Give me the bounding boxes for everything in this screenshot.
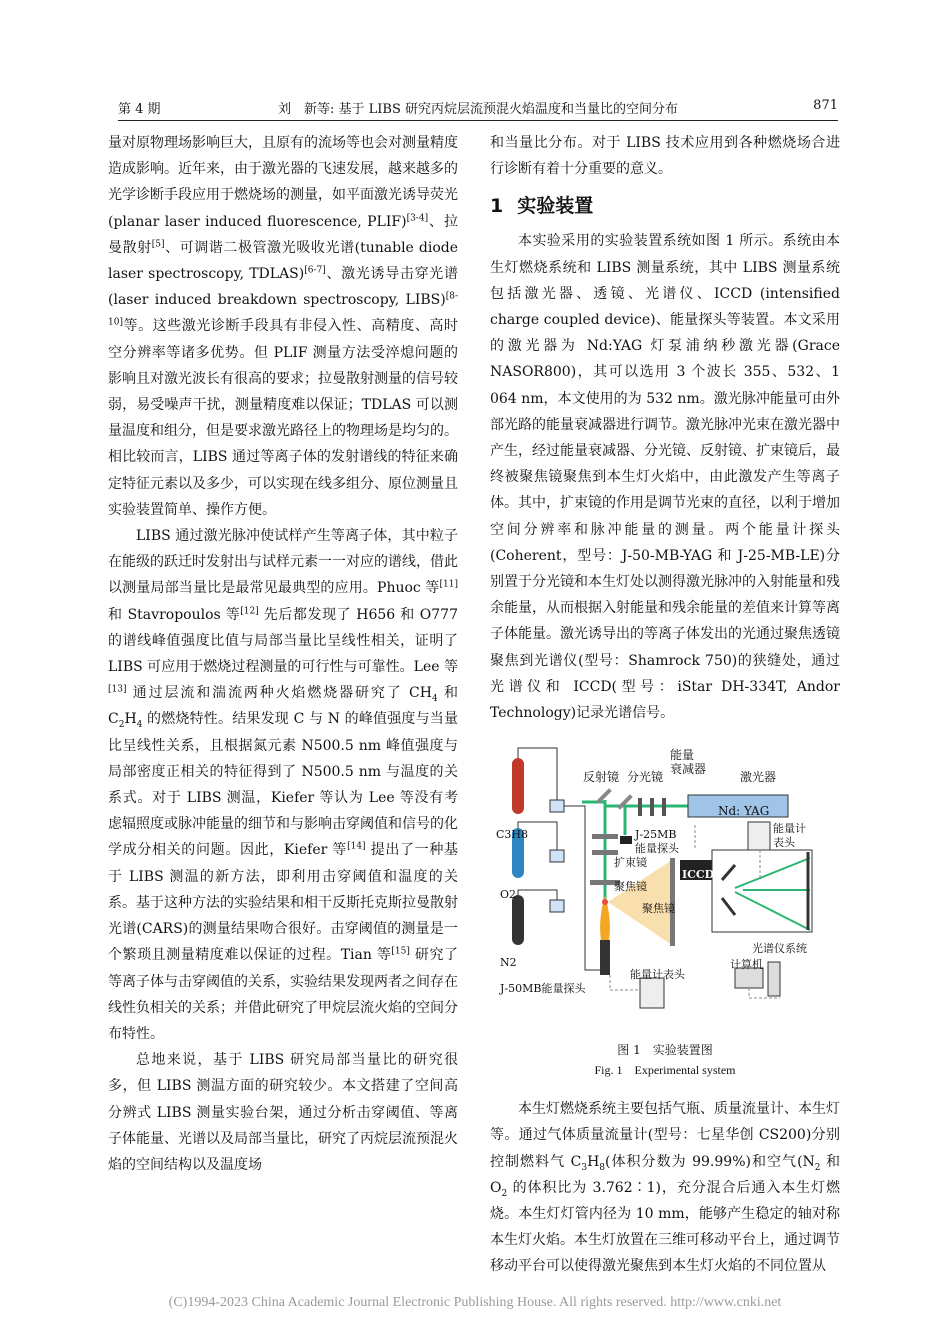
citation: [15]: [391, 946, 410, 957]
attenuator-element: [638, 798, 642, 816]
beam-segment: [735, 892, 810, 930]
citation: [3-4]: [406, 212, 429, 223]
grating: [722, 898, 735, 915]
grating: [722, 865, 735, 880]
section-number: 1: [490, 195, 504, 218]
section-title: 实验装置: [517, 195, 594, 218]
label-meter-bottom: 能量计表头: [630, 968, 685, 982]
label-focus2: 聚焦镜: [642, 902, 675, 916]
label-attenuator: 能量 衰减器: [670, 748, 707, 777]
bunsen-burner: [600, 940, 610, 975]
figure-caption-en: Fig. 1 Experimental system: [594, 1063, 736, 1078]
citation: [5]: [151, 239, 165, 250]
label-probe: 能量探头: [635, 842, 679, 856]
running-header: [118, 96, 838, 121]
citation: [8-10]: [108, 291, 458, 328]
flowmeter: [550, 800, 564, 812]
label-o2: O2: [500, 888, 517, 902]
paragraph-setup: 本实验采用的实验装置系统如图 1 所示。系统由本生灯燃烧系统和 LIBS 测量系统，其中 LIBS 测量系统包括激光器、透镜、光谱仪、ICCD (intensified charge coupled device)、能量探头等装置。本文采用的激光器为 Nd:YAG 灯泵浦纳秒激光器(Grace NASOR800)，其可以选用 3 个波长 355、532、1 064 nm，本文使用的为 532 nm。激光脉冲能量可由外部光路的能量衰减器进行调节。激光脉冲光束在激光器中产生，经过能量衰减器、分光镜、反射镜、扩束镜后，最终被聚焦镜聚焦到本生灯火焰中，由此激发产生等离子体。其中，扩束镜的作用是调节光束的直径，以利于增加空间分辨率和脉冲能量的测量。两个能量计探头(Coherent，型号：J-50-MB-YAG 和 J-25-MB-LE)分别置于分光镜和本生灯处以测得激光脉冲的入射能量和残余能量，从而根据入射能量和残余能量的差值来计算等离子体能量。激光诱导出的等离子体发出的光通过聚焦透镜聚焦到光谱仪(型号：Shamrock 750)的狭缝处，通过光谱仪和 ICCD(型号：iStar DH-334T, Andor Technology)记录光谱信号。: [490, 233, 840, 722]
citation: [12]: [240, 606, 259, 616]
computer-tower: [768, 962, 780, 996]
label-laser-box: Nd: YAG: [718, 804, 770, 819]
label-reflector: 反射镜: [583, 770, 620, 785]
right-column: [490, 130, 840, 1280]
copyright-footer: (C)1994-2023 China Academic Journal Electronic Publishing House. All rights reserved. http://www.cnki.net: [168, 1295, 782, 1310]
figure-experimental-system: [490, 740, 840, 1040]
j25-probe: [620, 836, 632, 844]
energy-meter-head: [748, 822, 770, 850]
paragraph-summary-cont: 和当量比分布。对于 LIBS 技术应用到各种燃烧场合进行诊断有着十分重要的意义。: [490, 135, 840, 178]
paragraph-burner: 本生灯燃烧系统主要包括气瓶、质量流量计、本生灯等。通过气体质量流量计(型号：七星华创 CS200)分别控制燃料气 $C_3H_8$(体积分数为 99.99%)和空气($N_2$ 和 $O_2$ 的体积比为 3.762∶1)，充分混合后通入本生灯燃烧。本生灯灯管内径为 10 mm，能够产生稳定的轴对称本生灯火焰。本生灯放置在三维可移动平台上，通过调节移动平台可以使得激光聚焦到本生灯火焰的不同位置从: [490, 1101, 840, 1275]
issue-number: 第 4 期: [118, 102, 161, 117]
label-c3h8: C3H8: [496, 828, 529, 842]
label-n2: N2: [500, 956, 517, 970]
flowmeter: [550, 850, 564, 862]
running-title: 刘 新等: 基于 LIBS 研究丙烷层流预混火焰温度和当量比的空间分布: [277, 102, 678, 117]
citation: [14]: [347, 841, 366, 852]
beam-expander: [592, 834, 618, 839]
label-spectrometer: 光谱仪系统: [752, 942, 807, 956]
label-j50: J-50MB能量探头: [500, 982, 586, 996]
attenuator-element: [650, 798, 654, 816]
label-focus1: 聚焦镜: [614, 880, 647, 894]
label-splitter: 分光镜: [627, 770, 664, 785]
flowmeter: [550, 900, 564, 912]
left-column: [108, 130, 458, 1178]
attenuator-element: [662, 798, 666, 816]
citation: [11]: [439, 579, 458, 590]
paragraph-summary: 总地来说，基于 LIBS 研究局部当量比的研究很多，但 LIBS 测温方面的研究较少。本文搭建了空间高分辨式 LIBS 测量实验台架，通过分析击穿阈值、等离子体能量、光谱以及局部当量比，研究了丙烷层流预混火焰的空间结构以及温度场: [108, 1052, 458, 1173]
label-laser-title: 激光器: [740, 770, 777, 785]
label-meter-head: 能量计 表头: [773, 822, 806, 850]
c3h8-bottle: [512, 758, 524, 814]
citation: [13]: [108, 684, 127, 695]
figure-caption-cn: 图 1 实验装置图: [617, 1043, 713, 1058]
label-iccd: ICCD: [682, 868, 715, 882]
paragraph-libs-review: LIBS 通过激光脉冲使试样产生等离子体，其中粒子在能级的跃迁时发射出与试样元素一一对应的谱线，借此以测量局部当量比是最常见最典型的应用。Phuoc 等[11] 和 Stavropoulos 等[12] 先后都发现了 H656 和 O777 的谱线峰值强度比值与局部当量比呈线性相关，证明了 LIBS 可应用于燃烧过程测量的可行性与可靠性。Lee 等[13] 通过层流和湍流两种火焰燃烧器研究了 $CH_4$ 和 $C_2H_4$ 的燃烧特性。结果发现 C 与 N 的峰值强度与当量比呈线性关系，且根据氮元素 N500.5 nm 峰值强度与局部密度正相关的特征得到了 N500.5 nm 与温度的关系式。对于 LIBS 测温，Kiefer 等认为 Lee 等没有考虑辐照度或脉冲能量的细节和与影响击穿阈值和信号的化学成分相关的问题。因此，Kiefer 等[14] 提出了一种基于 LIBS 测温的新方法，即利用击穿阈值和温度的关系。基于这种方法的实验结果和相干反斯托克斯拉曼散射光谱(CARS)的测量结果吻合很好。击穿阈值的测量是一个繁琐且测量精度难以保证的过程。Tian 等[15] 研究了等离子体与击穿阈值的关系，实验结果发现两者之间存在线性负相关的关系；并借此研究了甲烷层流火焰的空间分布特性。: [108, 528, 458, 1042]
paragraph-intro-cont: 量对原物理场影响巨大，且原有的流场等也会对测量精度造成影响。近年来，由于激光器的飞速发展，越来越多的光学诊断手段应用于燃烧场的测量，如平面激光诱导荧光(planar laser induced fluorescence, PLIF)[3-4]、拉曼散射[5]、可调谐二极管激光吸收光谱(tunable diode laser spectroscopy, TDLAS)[6-7]、激光诱导击穿光谱(laser induced breakdown spectroscopy, LIBS)[8-10]等。这些激光诊断手段具有非侵入性、高精度、高时空分辨率等诸多优势。但 PLIF 测量方法受淬熄问题的影响且对激光波长有很高的要求；拉曼散射测量的信号较弱，易受噪声干扰，测量精度难以保证；TDLAS 可以测量温度和组分，但是要求激光路径上的物理场是均匀的。相比较而言，LIBS 通过等离子体的发射谱线的特征来确定特征元素以及多少，可以实现在线多组分、原位测量且实验装置简单、操作方便。: [108, 135, 458, 518]
beam-segment: [735, 858, 810, 888]
plasma: [602, 899, 608, 905]
section-heading: [490, 192, 840, 220]
label-computer: 计算机: [730, 958, 763, 972]
citation: [6-7]: [304, 265, 326, 276]
page-number: 871: [813, 98, 838, 113]
label-j25: J-25MB: [635, 828, 677, 842]
label-expander: 扩束镜: [614, 856, 647, 870]
